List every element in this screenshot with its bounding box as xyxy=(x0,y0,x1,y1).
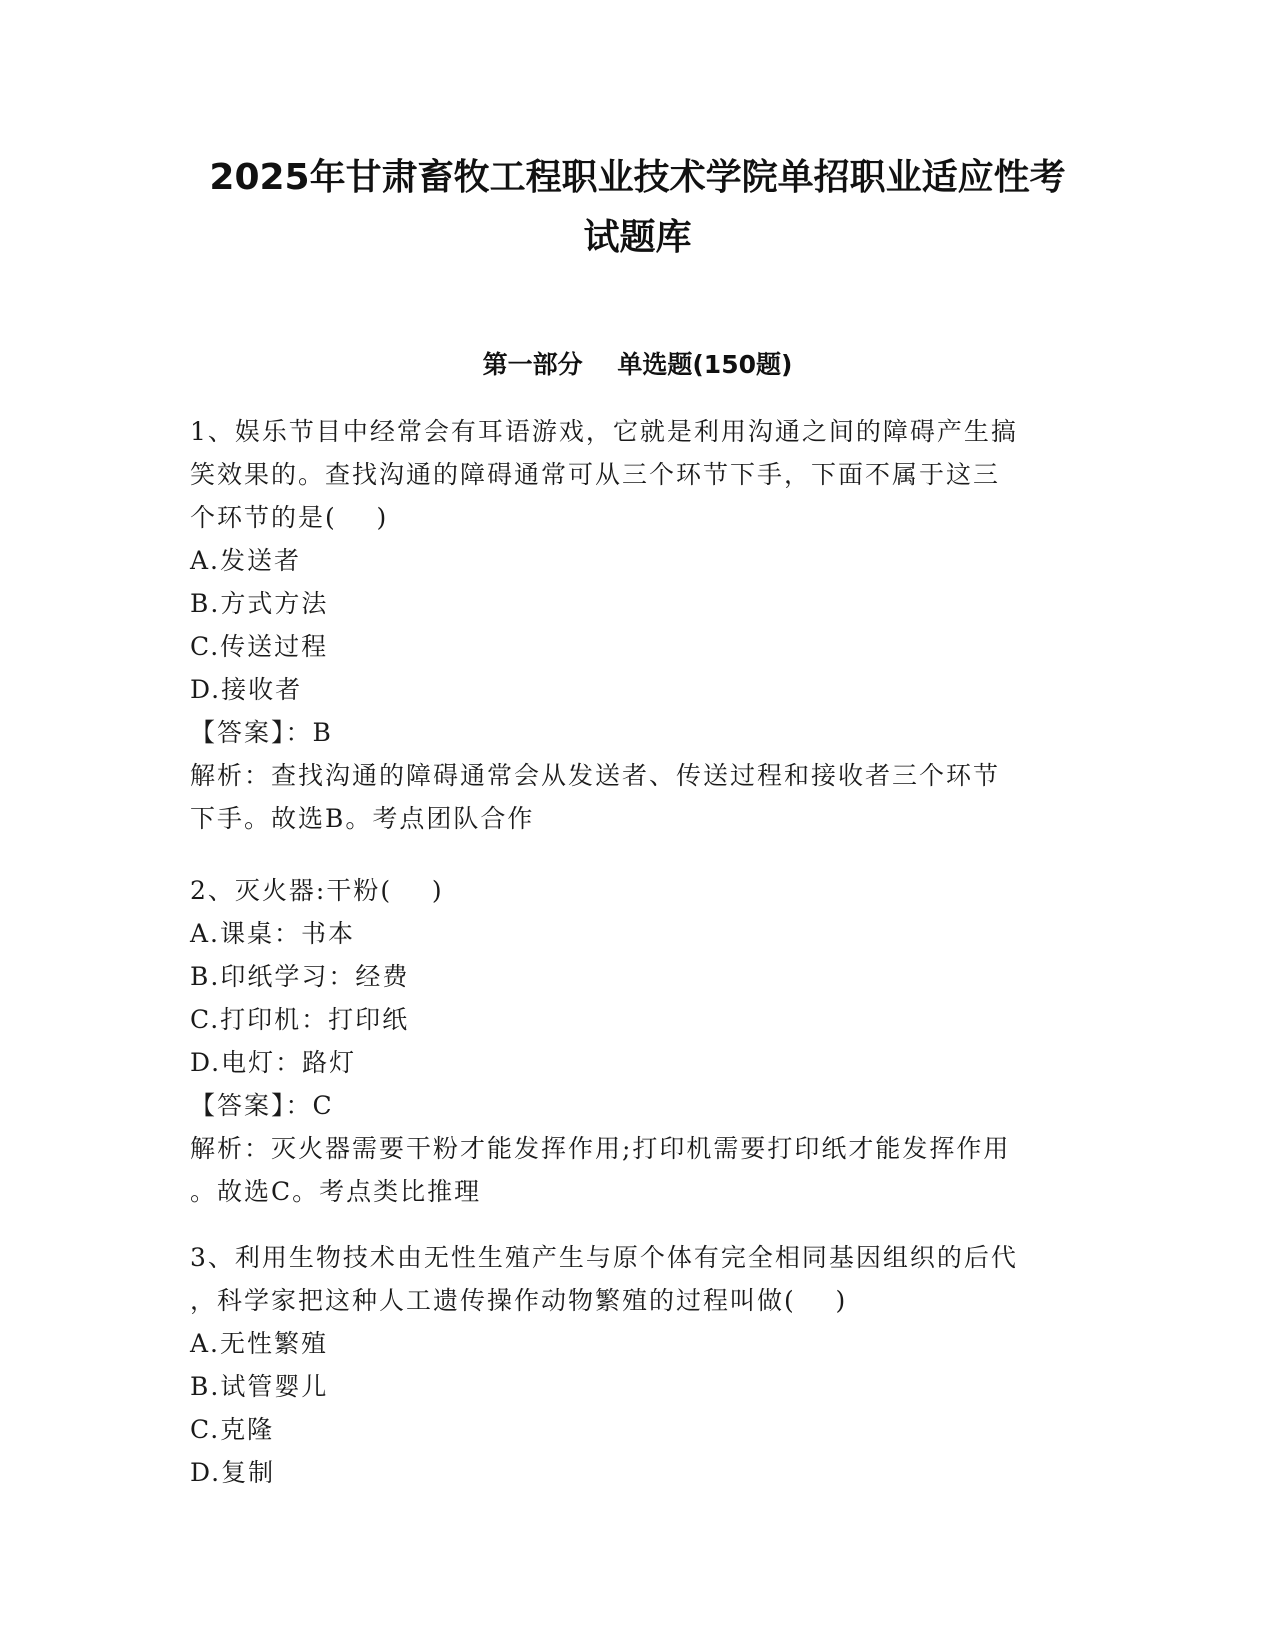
option-c: C.传送过程 xyxy=(190,632,329,661)
question-3 xyxy=(190,1236,1090,1494)
option-d: D.电灯：路灯 xyxy=(190,1048,357,1077)
option-b: B.试管婴儿 xyxy=(190,1372,329,1401)
page-title xyxy=(180,148,1095,268)
option-d: D.复制 xyxy=(190,1458,276,1487)
option-a: A.课桌：书本 xyxy=(190,919,356,948)
option-c: C.克隆 xyxy=(190,1415,275,1444)
question-2 xyxy=(190,869,1090,1213)
analysis-line: 解析：查找沟通的障碍通常会从发送者、传送过程和接收者三个环节 xyxy=(190,761,1001,790)
analysis-line: 解析：灭火器需要干粉才能发挥作用;打印机需要打印纸才能发挥作用 xyxy=(190,1134,1011,1163)
analysis-line: 。故选C。考点类比推理 xyxy=(190,1177,482,1206)
option-d: D.接收者 xyxy=(190,675,303,704)
question-stem-line: 2、灭火器:干粉( ) xyxy=(190,876,444,905)
option-b: B.方式方法 xyxy=(190,589,329,618)
option-c: C.打印机：打印纸 xyxy=(190,1005,410,1034)
question-1 xyxy=(190,410,1090,840)
answer: 【答案】：C xyxy=(190,1091,334,1120)
section-heading: 第一部分 单选题(150题) xyxy=(482,350,793,379)
analysis-line: 下手。故选B。考点团队合作 xyxy=(190,804,535,833)
title-line-1: 2025年甘肃畜牧工程职业技术学院单招职业适应性考 xyxy=(209,157,1066,198)
answer: 【答案】：B xyxy=(190,718,333,747)
question-stem-line: ，科学家把这种人工遗传操作动物繁殖的过程叫做( ) xyxy=(190,1286,848,1315)
option-a: A.发送者 xyxy=(190,546,302,575)
option-b: B.印纸学习：经费 xyxy=(190,962,410,991)
question-stem-line: 1、娱乐节目中经常会有耳语游戏，它就是利用沟通之间的障碍产生搞 xyxy=(190,417,1018,446)
question-stem-line: 3、利用生物技术由无性生殖产生与原个体有完全相同基因组织的后代 xyxy=(190,1243,1018,1272)
question-stem-line: 个环节的是( ) xyxy=(190,503,389,532)
question-stem-line: 笑效果的。查找沟通的障碍通常可从三个环节下手，下面不属于这三 xyxy=(190,460,1001,489)
title-line-2: 试题库 xyxy=(583,217,692,258)
option-a: A.无性繁殖 xyxy=(190,1329,329,1358)
